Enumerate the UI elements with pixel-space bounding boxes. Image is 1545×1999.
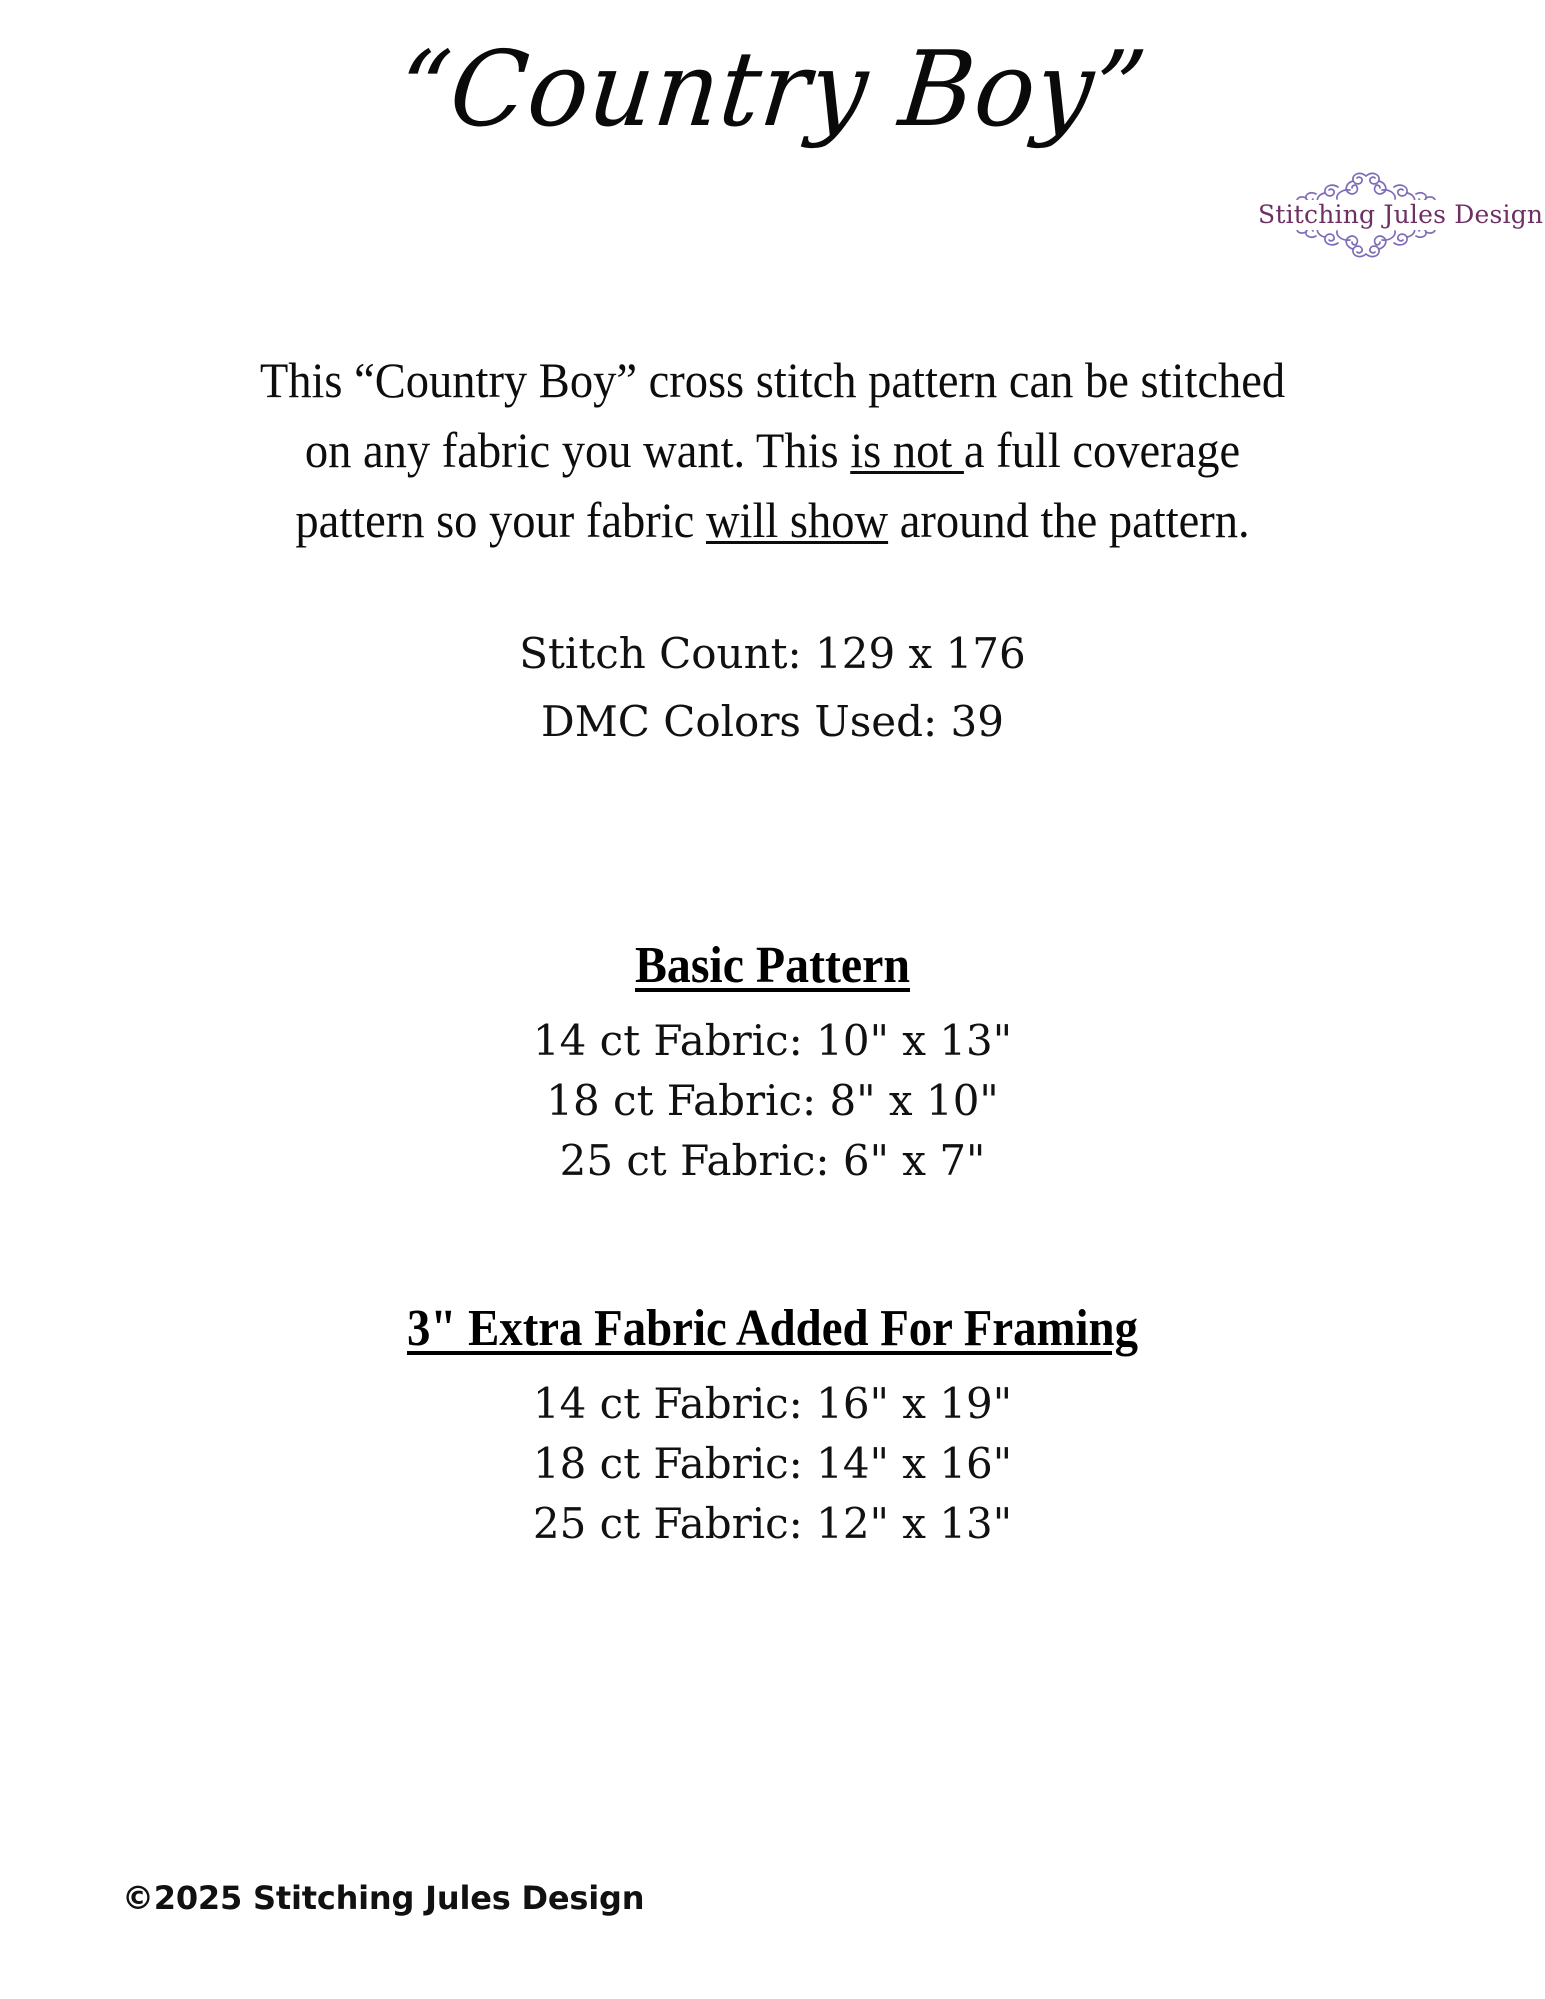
intro-paragraph [110, 345, 1435, 555]
brand-name: Stitching Jules Design [1258, 200, 1544, 229]
basic-pattern-sizes [0, 1011, 1545, 1191]
pattern-stats [0, 620, 1545, 756]
framing-size-row-18ct: 18 ct Fabric: 14" x 16" [532, 1439, 1013, 1488]
intro-line-2 [156, 415, 1388, 485]
scroll-flourish-icon [1258, 170, 1474, 200]
stitch-count: Stitch Count: 129 x 176 [519, 629, 1026, 678]
framing-size-row-14ct: 14 ct Fabric: 16" x 19" [532, 1379, 1013, 1428]
page-title-container [0, 29, 1545, 151]
brand-logo [1258, 170, 1544, 278]
basic-size-row-14ct: 14 ct Fabric: 10" x 13" [532, 1016, 1013, 1065]
intro-line-2-before: on any fabric you want. This [304, 422, 851, 478]
intro-line-3-after: around the pattern. [888, 492, 1250, 548]
basic-size-row-25ct: 25 ct Fabric: 6" x 7" [559, 1136, 986, 1185]
basic-size-row-18ct: 18 ct Fabric: 8" x 10" [546, 1076, 999, 1125]
intro-line-1: This “Country Boy” cross stitch pattern can be stitched [259, 352, 1286, 408]
dmc-colors-used: DMC Colors Used: 39 [541, 697, 1004, 746]
intro-line-2-after: a full coverage [963, 422, 1241, 478]
scroll-flourish-icon-bottom [1258, 230, 1474, 260]
intro-line-3 [156, 485, 1388, 555]
copyright-footer: ©2025 Stitching Jules Design [122, 1879, 645, 1917]
framing-size-row-25ct: 25 ct Fabric: 12" x 13" [532, 1499, 1013, 1548]
intro-line-3-emphasis: will show [705, 492, 889, 548]
basic-pattern-heading: Basic Pattern [634, 937, 911, 994]
page-title: “Country Boy” [392, 29, 1153, 151]
intro-line-2-emphasis: is not [850, 422, 964, 478]
intro-line-3-before: pattern so your fabric [295, 492, 706, 548]
framing-pattern-sizes [0, 1374, 1545, 1554]
basic-pattern-section [0, 935, 1545, 1191]
framing-pattern-heading: 3" Extra Fabric Added For Framing [407, 1300, 1138, 1357]
framing-pattern-section [0, 1298, 1545, 1554]
